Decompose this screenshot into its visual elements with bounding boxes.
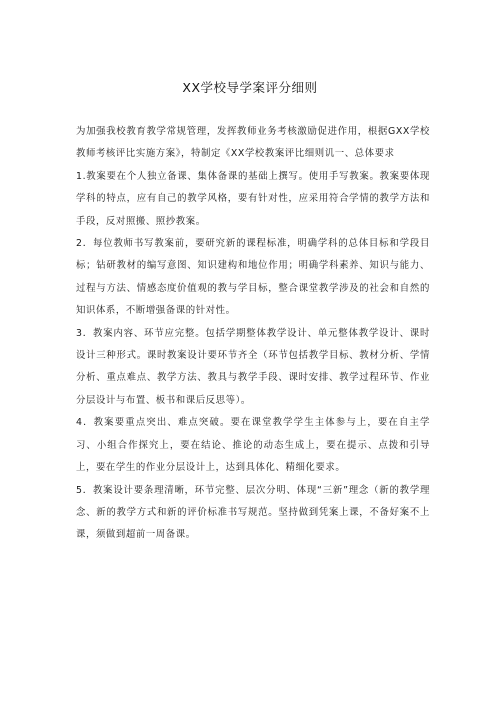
document-body: [76, 121, 430, 547]
requirement-5-paragraph: 5．教案设计要条理清晰，环节完整、层次分明、体现“三新”理念（新的教学理念、新的教学方式和新的评价标准书写规范。坚持做到凭案上课，不备好案不上课，须做到超前一周备课。: [76, 484, 430, 541]
requirement-3-paragraph: 3．教案内容、环节应完整。包括学期整体教学设计、单元整体教学设计、课时设计三种形式。课时教案设计要环节齐全（环节包括教学目标、教材分析、学情分析、重点难点、教学方法、教具与教学手段、课时安排、教学过程环节、作业分层设计与布置、板书和课后反思等）。: [76, 327, 430, 406]
requirement-1-paragraph: 1.教案要在个人独立备课、集体备课的基础上撰写。使用手写教案。教案要体现学科的特点，应有自己的教学风格，要有针对性，应采用符合学情的教学方法和手段，反对照搬、照抄教案。: [76, 170, 430, 227]
document-title: XX学校导学案评分细则: [182, 80, 318, 95]
intro-paragraph: 为加强我校教育教学常规管理，发挥教师业务考核激励促进作用，根据GXX学校教师考核评比实施方案》，特制定《XX学校教案评比细则讥一、总体要求: [76, 126, 430, 160]
requirement-2-paragraph: 2．每位教师书写教案前，要研究新的课程标准，明确学科的总体目标和学段目标；钻研教材的编写意图、知识建构和地位作用；明确学科素养、知识与能力、过程与方法、情感态度价值观的教与学目标，整合课堂教学涉及的社会和自然的知识体系，不断增强备课的针对性。: [76, 238, 430, 317]
requirement-4-paragraph: 4．教案要重点突出、难点突破。要在课堂教学学生主体参与上，要在自主学习、小组合作探究上，要在结论、推论的动态生成上，要在提示、点拨和引导上，要在学生的作业分层设计上，达到具体化、精细化要求。: [76, 417, 430, 474]
